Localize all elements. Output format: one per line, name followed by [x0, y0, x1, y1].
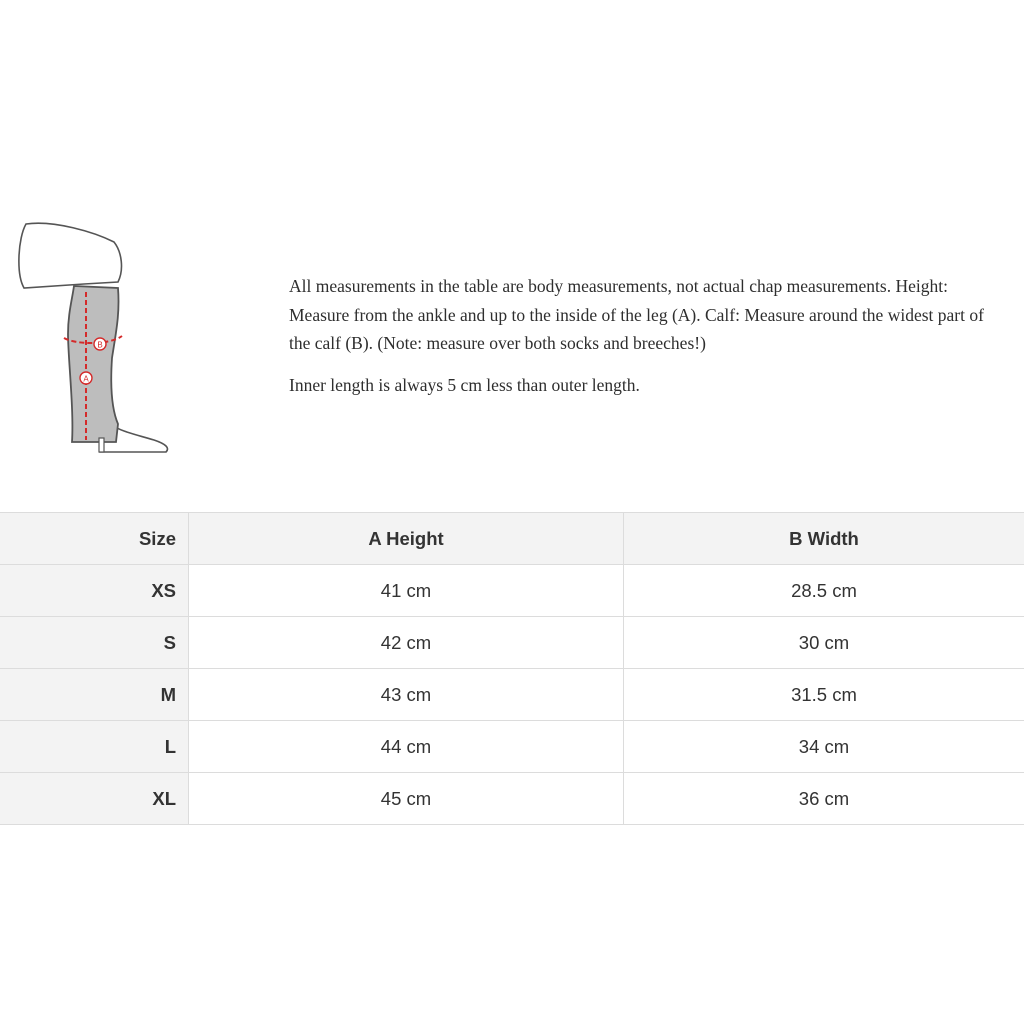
table-row	[0, 617, 1024, 669]
marker-a-label: A	[83, 374, 89, 384]
table-header-row	[0, 513, 1024, 565]
table-row	[0, 721, 1024, 773]
row-height-cell: 43 cm	[189, 669, 624, 721]
thigh-outline	[19, 223, 122, 288]
row-size-cell: XS	[0, 565, 189, 617]
row-size-cell: L	[0, 721, 189, 773]
table-row	[0, 565, 1024, 617]
row-height-cell: 45 cm	[189, 773, 624, 825]
size-chart-table	[0, 512, 1024, 825]
row-size-cell: M	[0, 669, 189, 721]
marker-b-label: B	[97, 340, 103, 350]
zipper-tab	[99, 438, 104, 452]
row-width-cell: 30 cm	[624, 617, 1024, 669]
row-size-cell: S	[0, 617, 189, 669]
chap-shape	[68, 286, 119, 442]
row-height-cell: 41 cm	[189, 565, 624, 617]
row-height-cell: 44 cm	[189, 721, 624, 773]
header-height: A Height	[189, 513, 624, 565]
header-width: B Width	[624, 513, 1024, 565]
leg-measurement-illustration	[14, 218, 174, 458]
row-width-cell: 28.5 cm	[624, 565, 1024, 617]
leg-diagram	[14, 218, 174, 458]
description-paragraph-2: Inner length is always 5 cm less than outer length.	[289, 374, 640, 395]
row-height-cell: 42 cm	[189, 617, 624, 669]
description-paragraph-1: All measurements in the table are body measurements, not actual chap measurements. Height: Measure from the ankle and up to the inside of the leg (A). Calf: Measure around the widest part of the calf (B). (Note: measure over both socks and breeches!)	[289, 276, 984, 353]
row-width-cell: 34 cm	[624, 721, 1024, 773]
table-row	[0, 773, 1024, 825]
table-row	[0, 669, 1024, 721]
row-width-cell: 31.5 cm	[624, 669, 1024, 721]
header-size: Size	[0, 513, 189, 565]
row-size-cell: XL	[0, 773, 189, 825]
row-width-cell: 36 cm	[624, 773, 1024, 825]
measurement-description	[289, 272, 1009, 412]
